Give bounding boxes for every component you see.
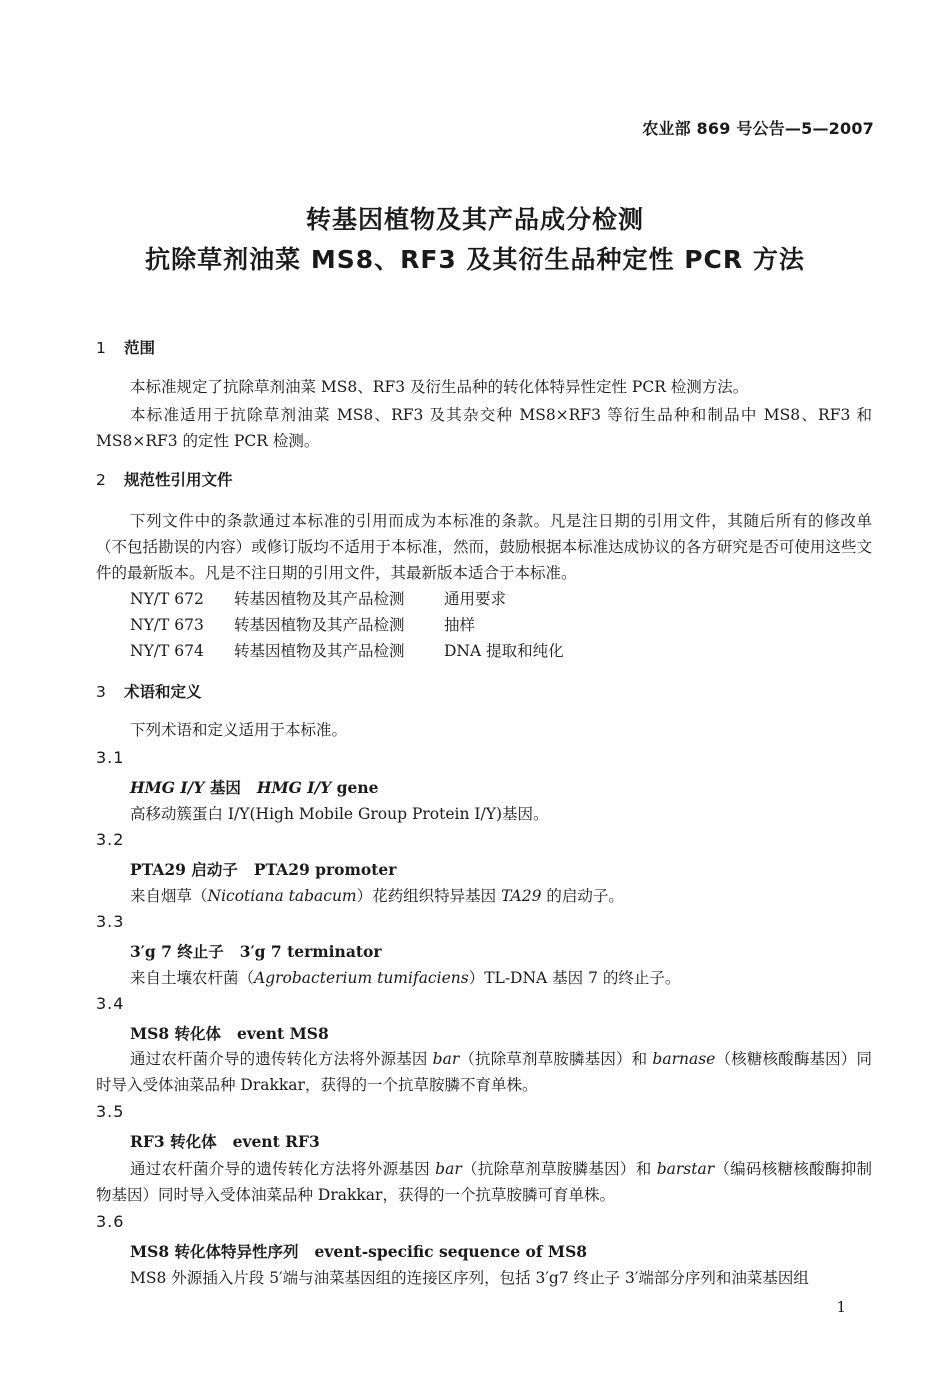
document-number: 农业部 869 号公告—5—2007 — [642, 119, 874, 138]
reference-line — [130, 613, 475, 635]
term-number: 3.1 — [96, 748, 125, 767]
term-en: event RF3 — [232, 1132, 320, 1151]
definition-text: （编码核糖核酸酶抑制物基因）同时导入受体油菜品种 Drakkar，获得的一个抗草胺膦可育单株。 — [96, 1160, 872, 1204]
term-number: 3.6 — [96, 1212, 125, 1231]
section-2-heading — [96, 468, 233, 490]
definition-italic: barstar — [656, 1160, 715, 1178]
reference-topic: 抽样 — [444, 616, 476, 634]
reference-code: NY/T 673 — [130, 616, 204, 634]
term-italic: HMG I/Y — [130, 778, 205, 797]
reference-code: NY/T 674 — [130, 642, 204, 660]
term-title — [130, 1130, 320, 1152]
section-3-intro: 下列术语和定义适用于本标准。 — [130, 721, 348, 739]
section-1-title: 范围 — [124, 339, 156, 357]
term-title — [130, 940, 382, 962]
title-line-2: 抗除草剂油菜 MS8、RF3 及其衍生品种定性 PCR 方法 — [145, 245, 805, 274]
term-number: 3.5 — [96, 1102, 125, 1121]
term-definition — [130, 966, 680, 988]
page-number: 1 — [836, 1298, 846, 1316]
reference-topic: DNA 提取和纯化 — [444, 642, 564, 660]
definition-text: 来自烟草（ — [130, 887, 208, 905]
definition-text: ）TL-DNA 基因 7 的终止子。 — [468, 969, 681, 987]
definition-text: 来自土壤农杆菌（ — [130, 969, 255, 987]
term-cn: MS8 转化体特异性序列 — [130, 1242, 299, 1261]
term-en: gene — [336, 778, 379, 797]
definition-text: 通过农杆菌介导的遗传转化方法将外源基因 — [130, 1050, 433, 1068]
section-1-number: 1 — [96, 339, 106, 357]
section-1-paragraph-1: 本标准规定了抗除草剂油菜 MS8、RF3 及衍生品种的转化体特异性定性 PCR 检测方法。 — [130, 378, 749, 396]
term-title — [130, 858, 396, 880]
definition-text: ）花药组织特异基因 — [356, 887, 502, 905]
term-definition — [96, 1046, 872, 1098]
definition-text: （抗除草剂草胺膦基因）和 — [459, 1050, 653, 1068]
section-3-number: 3 — [96, 683, 106, 701]
section-1-paragraph-2: 本标准适用于抗除草剂油菜 MS8、RF3 及其杂交种 MS8×RF3 等衍生品种和制品中 MS8、RF3 和 MS8×RF3 的定性 PCR 检测。 — [96, 406, 872, 450]
definition-italic: bar — [435, 1160, 462, 1178]
definition-text: （核糖核酸酶基因）同时导入受体油菜品种 Drakkar，获得的一个抗草胺膦不育单株。 — [96, 1050, 872, 1094]
term-cn: 基因 — [209, 778, 241, 797]
term-definition — [130, 884, 624, 906]
section-3-title: 术语和定义 — [124, 683, 202, 701]
title-line-1: 转基因植物及其产品成分检测 — [305, 205, 644, 234]
definition-italic: barnase — [652, 1050, 716, 1068]
section-3-heading — [96, 680, 202, 702]
reference-code: NY/T 672 — [130, 590, 204, 608]
term-number: 3.2 — [96, 830, 125, 849]
reference-name: 转基因植物及其产品检测 — [234, 590, 405, 608]
term-cn: MS8 转化体 — [130, 1024, 222, 1043]
term-italic: HMG I/Y — [256, 778, 332, 797]
term-number: 3.3 — [96, 912, 125, 931]
definition-italic: bar — [432, 1050, 460, 1068]
term-en: 3′g 7 terminator — [239, 942, 382, 961]
section-1-heading — [96, 336, 155, 358]
section-2-paragraph: 下列文件中的条款通过本标准的引用而成为本标准的条款。凡是注日期的引用文件，其随后所有的修改单（不包括勘误的内容）或修订版均不适用于本标准，然而，鼓励根据本标准达成协议的各方研究是否可使用这些文件的最新版本。凡是不注日期的引用文件，其最新版本适合于本标准。 — [96, 512, 872, 582]
term-en: event-specific sequence of MS8 — [314, 1242, 588, 1261]
term-cn: RF3 转化体 — [130, 1132, 217, 1151]
term-cn: 3′g 7 终止子 — [130, 942, 224, 961]
reference-line — [130, 587, 506, 609]
term-cn: PTA29 启动子 — [130, 860, 238, 879]
term-title — [130, 1240, 587, 1262]
definition-text: （抗除草剂草胺膦基因）和 — [461, 1160, 657, 1178]
reference-name: 转基因植物及其产品检测 — [234, 616, 405, 634]
term-definition: 高移动簇蛋白 I/Y(High Mobile Group Protein I/Y)基因。 — [130, 805, 549, 823]
term-definition — [96, 1156, 872, 1208]
reference-topic: 通用要求 — [444, 590, 507, 608]
reference-line — [130, 639, 564, 661]
term-en: PTA29 promoter — [253, 860, 397, 879]
definition-italic: Nicotiana tabacum — [207, 887, 357, 905]
reference-name: 转基因植物及其产品检测 — [234, 642, 405, 660]
term-definition: MS8 外源插入片段 5′端与油菜基因组的连接区序列，包括 3′g7 终止子 3′端部分序列和油菜基因组 — [130, 1269, 809, 1287]
term-title — [130, 1022, 329, 1044]
section-2-title: 规范性引用文件 — [124, 471, 233, 489]
definition-text: 的启动子。 — [541, 887, 624, 905]
term-number: 3.4 — [96, 994, 125, 1013]
section-2-number: 2 — [96, 471, 106, 489]
term-en: event MS8 — [237, 1024, 329, 1043]
term-title — [130, 776, 379, 798]
definition-italic: TA29 — [501, 887, 542, 905]
definition-text: 通过农杆菌介导的遗传转化方法将外源基因 — [130, 1160, 436, 1178]
definition-italic: Agrobacterium tumifaciens — [254, 969, 469, 987]
